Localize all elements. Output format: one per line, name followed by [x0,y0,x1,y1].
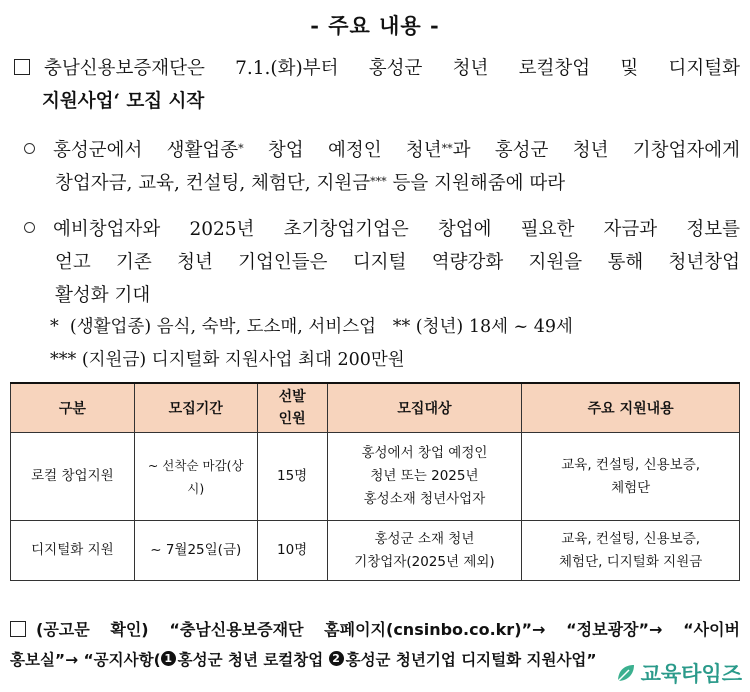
checkbox-square-icon [10,621,26,637]
bullet1-text: 등을 지원해줌에 따라 [386,173,566,194]
table-header: 구분 [11,383,135,433]
page-title: - 주요 내용 - [310,13,440,38]
footnote-mark: ** [441,142,453,155]
leaf-icon [615,662,637,684]
bullet2-text: 활성화 기대 [55,285,151,306]
table-cell: 교육, 컨설팅, 신용보증, 체험단, 디지털화 지원금 [522,521,740,581]
table-header: 주요 지원내용 [522,383,740,433]
footer-line1: (공고문 확인) “충남신용보증재단 홈페이지(cnsinbo.co.kr)”→ “정보광장”→ “사이버 [36,620,740,639]
bullet1-text: 창업 예정인 청년 [243,140,442,161]
bullet-circle-icon [24,222,35,233]
bullet-circle-icon [24,143,35,154]
recruitment-table [10,382,740,581]
table-cell: ~ 선착순 마감(상시) [134,433,257,521]
table-header: 모집대상 [327,383,522,433]
footnotes [50,311,740,377]
bullet1-text: 과 홍성군 청년 기창업자에게 [452,140,740,161]
table-cell: 홍성에서 창업 예정인 청년 또는 2025년 홍성소재 청년사업자 [327,433,522,521]
bullet1-text: 창업자금, 교육, 컨설팅, 체험단, 지원금 [55,173,371,194]
table-cell: 교육, 컨설팅, 신용보증, 체험단 [522,433,740,521]
footer-text: 홍성군 청년 로컬창업 [177,651,329,669]
watermark-text: 교육타임즈 [640,662,742,686]
table-header: 선발 인원 [257,383,327,433]
watermark-logo [615,658,742,688]
footnote-2: *** (지원금) 디지털화 지원사업 최대 200만원 [50,350,405,370]
table-header: 모집기간 [134,383,257,433]
footer-text: 홍성군 청년기업 디지털화 지원사업” [345,651,597,669]
main-item-line1: 충남신용보증재단은 7.1.(화)부터 홍성군 청년 로컬창업 및 디지털화 [44,58,740,79]
table-row [11,521,740,581]
footnote-mark: *** [370,175,387,188]
table-cell: 디지털화 지원 [11,521,135,581]
bullet-2 [24,213,740,312]
footer-text: 홍보실”→ “공지사항( [10,651,161,669]
table-cell: 15명 [257,433,327,521]
bullet-1 [24,134,740,200]
table-cell: 10명 [257,521,327,581]
bullet1-text: 홍성군에서 생활업종 [53,140,239,161]
table-cell: 홍성군 소재 청년 기창업자(2025년 제외) [327,521,522,581]
number-1-badge-icon: 1 [161,651,176,666]
main-item [14,52,740,118]
table-cell: ~ 7월25일(금) [134,521,257,581]
bullet2-text: 예비창업자와 2025년 초기창업기업은 창업에 필요한 자금과 정보를 [53,219,740,240]
table-row [11,433,740,521]
main-item-line2: 지원사업‘ 모집 시작 [42,91,205,112]
footnote-mark: * [238,142,244,155]
bullet2-text: 얻고 기존 청년 기업인들은 디지털 역량강화 지원을 통해 청년창업 [55,252,740,273]
checkbox-square-icon [14,59,30,75]
number-2-badge-icon: 2 [329,651,344,666]
table-cell: 로컬 창업지원 [11,433,135,521]
footnote-1: * (생활업종) 음식, 숙박, 도소매, 서비스업 ** (청년) 18세 ~ 49세 [50,317,573,337]
